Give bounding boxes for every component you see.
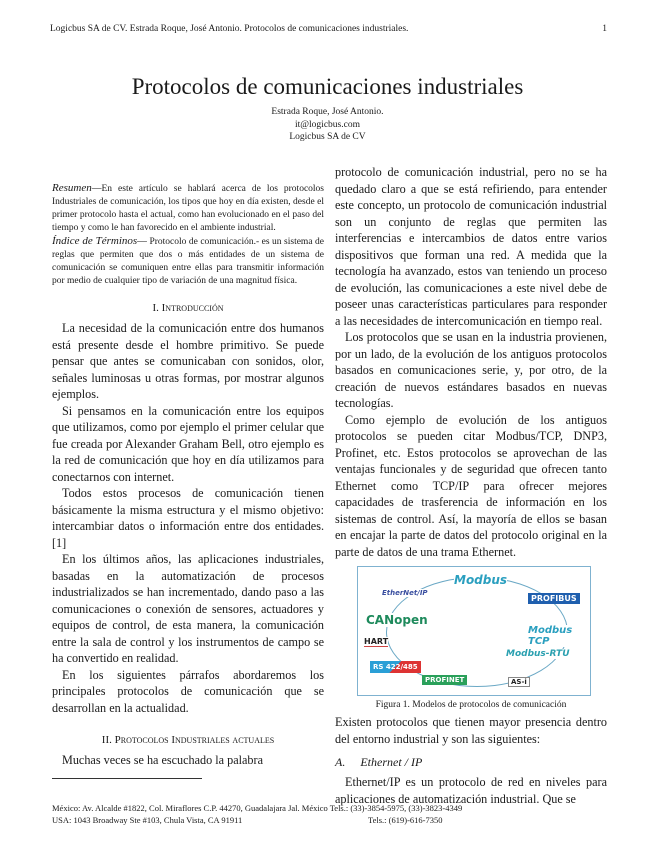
paragraph: Ethernet/IP es un protocolo de red en niveles para aplicaciones de automatización industrial. Que se [335, 775, 607, 806]
section-title: Protocolos Industriales actuales [114, 734, 275, 746]
logo-canopen: CANopen [366, 613, 428, 627]
section-number: I. [152, 302, 159, 314]
footer-usa-tel: Tels.: (619)-616-7350 [368, 815, 443, 825]
paragraph: Existen protocolos que tienen mayor presencia dentro del entorno industrial y son las siguientes: [335, 715, 607, 746]
authors-block [0, 106, 655, 144]
author-name: Estrada Roque, José Antonio. [271, 107, 384, 117]
running-header: Logicbus SA de CV. Estrada Roque, José Antonio. Protocolos de comunicaciones industriales. [50, 24, 409, 34]
paragraph: La necesidad de la comunicación entre dos humanos está presente desde el hombre primitivo. Se puede pensar que antes se comunicaban con sonidos, olor, señales luminosas u otras formas, por mostrar algunos ejemplos. [52, 321, 324, 401]
logo-rs485: RS 422/485 [370, 661, 421, 673]
logo-hart: HART [364, 637, 389, 646]
abstract [52, 182, 324, 235]
footer-address [52, 802, 462, 826]
section-number: II. [101, 734, 112, 746]
abstract-label: Resumen— [52, 182, 102, 194]
paragraph: protocolo de comunicación industrial, pero no se ha quedado claro a que se está refiriendo, para entender este concepto, un protocolo de comunicación industrial son un conjunto de reglas que permiten las interferencias e intercambios de datos entre varios dispositivos que forman una red. A medida que la tecnología ha avanzado, estos van teniendo un proceso de evolución, las comunicaciones a este nivel debe de poseer unas características particulares para responder a las necesidades de intercomunicación en tiempo real. [335, 165, 607, 328]
left-column [52, 182, 324, 769]
figure-protocols [357, 566, 591, 696]
paragraph: Todos estos procesos de comunicación tienen básicamente la misma estructura y el mismo objetivo: intercambiar datos o información entre dos entidades. [1] [52, 486, 324, 550]
right-column [335, 164, 607, 807]
paragraph: Si pensamos en la comunicación entre los equipos que utilizamos, como por ejemplo el primer celular que fue creada por Alexander Graham Bell, otro ejemplo es la red de comunicación que hoy en día utilizamos para conectarnos con internet. [52, 403, 324, 484]
paragraph: En los siguientes párrafos abordaremos los principales protocolos de comunicación que se desarrollan en la actualidad. [52, 667, 324, 715]
section-title: Introducción [161, 302, 224, 314]
logo-modbus-rtu: Modbus-RTU [506, 649, 570, 659]
subsection-number: A. [335, 755, 346, 769]
figure-caption: Figura 1. Modelos de protocolos de comunicación [375, 700, 567, 710]
logo-modbus: Modbus [454, 573, 508, 587]
subsection-heading-a [335, 755, 607, 770]
logo-profibus: PROFIBUS [528, 593, 580, 604]
footnote-rule [52, 778, 202, 779]
index-terms [52, 235, 324, 288]
page-number: 1 [602, 24, 607, 34]
author-email: it@logicbus.com [295, 119, 360, 130]
author-org: Logicbus SA de CV [289, 132, 366, 142]
paper-title: Protocolos de comunicaciones industriales [131, 74, 524, 99]
subsection-title: Ethernet / IP [360, 755, 423, 769]
abstract-text: En este artículo se hablará acerca de los protocolos Industriales de comunicación, los tipos que hoy en día existen, desde el primer protocolo hasta el actual, como han evolucionado en el paso del tiempo y como le han favorecido en el ambiente industrial. [52, 184, 324, 233]
index-terms-label: Índice de Términos— [52, 235, 147, 247]
footer-mexico: México: Av. Alcalde #1822, Col. Miraflores C.P. 44270, Guadalajara Jal. México Tels.: (33)-3854-5975, (33)-3823-4349 [52, 803, 463, 813]
section-heading-2 [52, 734, 324, 746]
logo-ethernet-ip: EtherNet/IP [382, 589, 428, 597]
logo-modbus-tcp: Modbus TCP [528, 625, 590, 647]
section-heading-1 [52, 302, 324, 314]
index-terms-text: Protocolo de comunicación.- es un sistema de reglas que permiten que dos o más entidades de un sistema de comunicación se comuniquen entre ellas para transmitir información por medio de cualquier tipo de variación de una magnitud física. [52, 237, 324, 286]
logo-profinet: PROFINET [422, 675, 467, 685]
paragraph: Los protocolos que se usan en la industria provienen, por un lado, de la evolución de los antiguos protocolos basados en comunicaciones serie, y, por otro, de la creación de nuevos estándares basados en nuevas tecnologías. [335, 330, 607, 410]
paragraph: Muchas veces se ha escuchado la palabra [62, 753, 263, 767]
paragraph: Como ejemplo de evolución de los antiguos protocolos se pueden citar Modbus/TCP, DNP3, Profinet, etc. Estos protocolos se aprovechan de las ventajas funcionales y de seguridad que ofrecen tanto Ethernet como TCP/IP para ofrecer mejores capacidades de trasferencia de información en los sistemas de control. Así, la mayoría de ellos se basan en encajar la parte de datos del protocolo original en la parte de datos de una trama Ethernet. [335, 412, 607, 559]
paragraph: En los últimos años, las aplicaciones industriales, basadas en la automatización de procesos industrializados se han incrementado, dando paso a las comunicaciones o conexión de sensores, actuadores y equipos de control, de esta manera, la comunicación entre la sala de control y los instrumentos de campo se ha convertido en realidad. [52, 552, 324, 665]
logo-as-i: AS-i [508, 677, 530, 687]
footer-usa: USA: 1043 Broadway Ste #103, Chula Vista, CA 91911 [52, 815, 243, 825]
